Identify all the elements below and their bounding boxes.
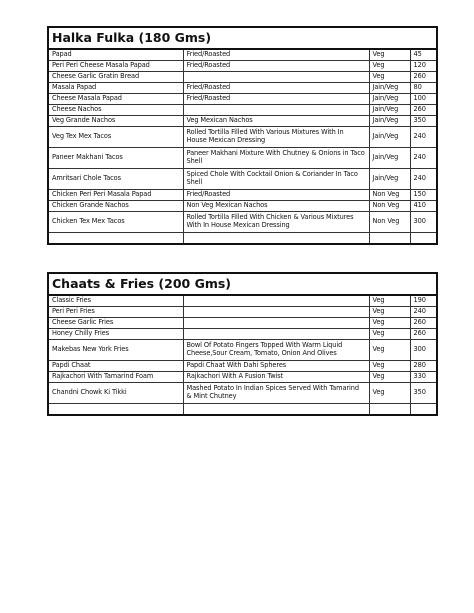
item-name: Cheese Garlic Gratin Bread [48, 72, 183, 83]
item-price: 410 [410, 201, 437, 212]
menu-item-row [48, 318, 437, 329]
menu-item-row [48, 340, 437, 361]
item-description [183, 105, 369, 116]
item-name: Amritsari Chole Tacos [48, 169, 183, 190]
menu-item-row [48, 61, 437, 72]
item-diet-type: Non Veg [369, 212, 410, 233]
item-price: 240 [410, 307, 437, 318]
menu-item-row [48, 383, 437, 404]
item-description: Fried/Roasted [183, 61, 369, 72]
empty-cell [48, 404, 183, 416]
item-diet-type: Veg [369, 295, 410, 307]
item-diet-type: Jain/Veg [369, 116, 410, 127]
menu-item-row [48, 116, 437, 127]
item-description: Fried/Roasted [183, 94, 369, 105]
item-name: Veg Grande Nachos [48, 116, 183, 127]
item-name: Chandni Chowk Ki Tikki [48, 383, 183, 404]
item-diet-type: Veg [369, 72, 410, 83]
item-price: 280 [410, 361, 437, 372]
menu-item-row [48, 190, 437, 201]
item-name: Rajkachori With Tamarind Foam [48, 372, 183, 383]
item-price: 260 [410, 329, 437, 340]
item-description: Rajkachori With A Fusion Twist [183, 372, 369, 383]
item-description: Rolled Tortilla Filled With Chicken & Various Mixtures With In House Mexican Dressing [183, 212, 369, 233]
item-description [183, 295, 369, 307]
empty-cell [369, 404, 410, 416]
empty-cell [183, 404, 369, 416]
empty-cell [410, 404, 437, 416]
item-price: 260 [410, 72, 437, 83]
item-diet-type: Jain/Veg [369, 94, 410, 105]
menu-section-chaats-fries [47, 272, 438, 416]
item-description [183, 307, 369, 318]
menu-item-row [48, 307, 437, 318]
item-price: 260 [410, 105, 437, 116]
item-name: Cheese Nachos [48, 105, 183, 116]
empty-row [48, 404, 437, 416]
item-price: 45 [410, 49, 437, 61]
item-description: Fried/Roasted [183, 49, 369, 61]
menu-section-halka-fulka [47, 26, 438, 245]
item-name: Classic Fries [48, 295, 183, 307]
menu-item-row [48, 148, 437, 169]
item-price: 150 [410, 190, 437, 201]
section-title-row [48, 273, 437, 295]
menu-item-row [48, 372, 437, 383]
item-name: Chicken Peri Peri Masala Papad [48, 190, 183, 201]
item-diet-type: Veg [369, 307, 410, 318]
item-description: Fried/Roasted [183, 83, 369, 94]
empty-cell [48, 233, 183, 245]
item-diet-type: Veg [369, 61, 410, 72]
item-price: 100 [410, 94, 437, 105]
item-description [183, 72, 369, 83]
item-name: Peri Peri Fries [48, 307, 183, 318]
menu-item-row [48, 329, 437, 340]
item-price: 240 [410, 127, 437, 148]
item-diet-type: Jain/Veg [369, 105, 410, 116]
item-diet-type: Jain/Veg [369, 169, 410, 190]
empty-row [48, 233, 437, 245]
item-diet-type: Jain/Veg [369, 127, 410, 148]
item-diet-type: Jain/Veg [369, 83, 410, 94]
item-description: Papdi Chaat With Dahi Spheres [183, 361, 369, 372]
item-price: 260 [410, 318, 437, 329]
item-description: Paneer Makhani Mixture With Chutney & Onions in Taco Shell [183, 148, 369, 169]
menu-item-row [48, 127, 437, 148]
item-name: Cheese Masala Papad [48, 94, 183, 105]
menu-item-row [48, 83, 437, 94]
item-price: 120 [410, 61, 437, 72]
item-diet-type: Jain/Veg [369, 148, 410, 169]
item-price: 240 [410, 169, 437, 190]
item-name: Makebas New York Fries [48, 340, 183, 361]
item-description [183, 329, 369, 340]
section-title: Halka Fulka (180 Gms) [48, 27, 437, 49]
item-diet-type: Non Veg [369, 190, 410, 201]
item-price: 350 [410, 383, 437, 404]
item-name: Honey Chilly Fries [48, 329, 183, 340]
item-description: Bowl Of Potato Fingers Topped With Warm Liquid Cheese,Sour Cream, Tomato, Onion And Olives [183, 340, 369, 361]
item-name: Papdi Chaat [48, 361, 183, 372]
empty-cell [369, 233, 410, 245]
item-name: Paneer Makhani Tacos [48, 148, 183, 169]
item-name: Cheese Garlic Fries [48, 318, 183, 329]
empty-cell [410, 233, 437, 245]
item-price: 80 [410, 83, 437, 94]
item-name: Masala Papad [48, 83, 183, 94]
menu-item-row [48, 295, 437, 307]
empty-cell [183, 233, 369, 245]
item-diet-type: Veg [369, 340, 410, 361]
item-diet-type: Veg [369, 49, 410, 61]
menu-item-row [48, 105, 437, 116]
item-price: 330 [410, 372, 437, 383]
item-name: Chicken Grande Nachos [48, 201, 183, 212]
item-diet-type: Veg [369, 361, 410, 372]
item-name: Veg Tex Mex Tacos [48, 127, 183, 148]
item-price: 240 [410, 148, 437, 169]
item-description: Rolled Tortilla Filled With Various Mixtures With In House Mexican Dressing [183, 127, 369, 148]
menu-item-row [48, 72, 437, 83]
item-price: 350 [410, 116, 437, 127]
item-diet-type: Veg [369, 318, 410, 329]
section-title-row [48, 27, 437, 49]
item-price: 300 [410, 212, 437, 233]
menu-item-row [48, 94, 437, 105]
item-description: Spiced Chole With Cocktail Onion & Coriander In Taco Shell [183, 169, 369, 190]
menu-item-row [48, 201, 437, 212]
menu-item-row [48, 361, 437, 372]
item-diet-type: Veg [369, 329, 410, 340]
item-diet-type: Veg [369, 383, 410, 404]
item-diet-type: Non Veg [369, 201, 410, 212]
item-name: Chicken Tex Mex Tacos [48, 212, 183, 233]
item-description [183, 318, 369, 329]
item-name: Peri Peri Cheese Masala Papad [48, 61, 183, 72]
item-price: 190 [410, 295, 437, 307]
item-price: 300 [410, 340, 437, 361]
item-description: Non Veg Mexican Nachos [183, 201, 369, 212]
section-title: Chaats & Fries (200 Gms) [48, 273, 437, 295]
menu-item-row [48, 212, 437, 233]
menu-item-row [48, 169, 437, 190]
item-description: Veg Mexican Nachos [183, 116, 369, 127]
menu-item-row [48, 49, 437, 61]
item-name: Papad [48, 49, 183, 61]
item-description: Fried/Roasted [183, 190, 369, 201]
item-description: Mashed Potato In Indian Spices Served With Tamarind & Mint Chutney [183, 383, 369, 404]
item-diet-type: Veg [369, 372, 410, 383]
